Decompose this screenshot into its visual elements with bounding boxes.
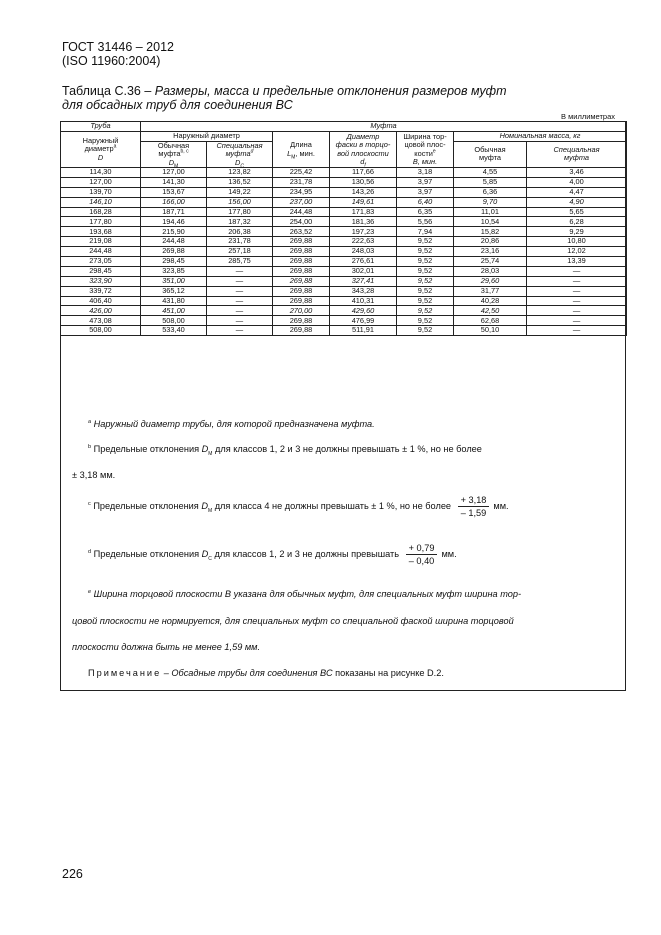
table-cell: 20,86 (454, 237, 527, 247)
table-row (61, 187, 627, 197)
note-c: $^c$ Предельные отклонения $D_M$ для класса 4 не должны превышать ± 1 %, но не более $\frac{+ 3,18}{- 1,59}$ мм. (88, 495, 509, 518)
table-cell: 269,88 (273, 326, 330, 336)
table-cell: 323,85 (141, 266, 207, 276)
table-cell: 508,00 (61, 326, 141, 336)
table-cell: 276,61 (330, 257, 397, 267)
table-cell: — (527, 266, 627, 276)
table-cell: 3,97 (397, 177, 454, 187)
table-cell: 153,67 (141, 187, 207, 197)
table-cell: 269,88 (273, 296, 330, 306)
table-cell: 4,47 (527, 187, 627, 197)
table-cell: 327,41 (330, 276, 397, 286)
iso-reference: (ISO 11960:2004) (62, 54, 161, 68)
header-pipe-diameter: Наружный диаметр$^a$ D (61, 132, 141, 168)
table-cell: 365,12 (141, 286, 207, 296)
table-cell: 11,01 (454, 207, 527, 217)
table-cell: 42,50 (454, 306, 527, 316)
table-cell: 114,30 (61, 168, 141, 178)
note-b: $^b$ Предельные отклонения $D_M$ для классов 1, 2 и 3 не должны превышать ± 1 %, но не более (88, 443, 482, 457)
table-cell: 254,00 (273, 217, 330, 227)
table-cell: 127,00 (61, 177, 141, 187)
table-cell: — (207, 266, 273, 276)
table-cell: 3,46 (527, 168, 627, 178)
table-cell: 15,82 (454, 227, 527, 237)
header-face-width: Ширина тор- цовой плос- кости$^e$ B, мин. (397, 132, 454, 168)
table-cell: 429,60 (330, 306, 397, 316)
header-special-coupling: Специальная муфта$^d$ $D_C$ (207, 141, 273, 168)
table-cell: 5,65 (527, 207, 627, 217)
table-cell: 406,40 (61, 296, 141, 306)
table-caption (62, 84, 507, 112)
table-row (61, 276, 627, 286)
table-cell: 193,68 (61, 227, 141, 237)
table-cell: 285,75 (207, 257, 273, 267)
table-cell: 6,35 (397, 207, 454, 217)
table-cell: 6,40 (397, 197, 454, 207)
note-b-continued: ± 3,18 мм. (72, 470, 116, 480)
table-cell: 5,56 (397, 217, 454, 227)
header-regular-coupling: Обычная муфта$^{b, c}$ $D_M$ (141, 141, 207, 168)
table-cell: 298,45 (61, 266, 141, 276)
table-cell: 171,83 (330, 207, 397, 217)
table-cell: 4,55 (454, 168, 527, 178)
page-number: 226 (62, 867, 83, 881)
header-outer-diameter-group: Наружный диаметр (141, 132, 273, 142)
table-cell: 10,54 (454, 217, 527, 227)
table-cell: 117,66 (330, 168, 397, 178)
table-cell: 263,52 (273, 227, 330, 237)
table-cell: — (207, 326, 273, 336)
table-cell: 181,36 (330, 217, 397, 227)
table-cell: 237,00 (273, 197, 330, 207)
table-cell: 12,02 (527, 247, 627, 257)
table-cell: 9,52 (397, 237, 454, 247)
table-cell: — (527, 296, 627, 306)
table-cell: 29,60 (454, 276, 527, 286)
table-cell: 231,78 (207, 237, 273, 247)
table-row (61, 237, 627, 247)
table-cell: 351,00 (141, 276, 207, 286)
table-cell: 187,32 (207, 217, 273, 227)
header-length: Длина $L_M$, мин. (273, 132, 330, 168)
table-cell: 149,61 (330, 197, 397, 207)
note-e: $^e$ Ширина торцовой плоскости B указана для обычных муфт, для специальных муфт ширина тор- (88, 588, 522, 599)
table-cell: — (207, 306, 273, 316)
table-cell: 168,28 (61, 207, 141, 217)
table-cell: 219,08 (61, 237, 141, 247)
remark-label: Примечание (88, 668, 162, 678)
table-cell: 302,01 (330, 266, 397, 276)
table-row (61, 197, 627, 207)
table-row (61, 247, 627, 257)
table-row (61, 168, 627, 178)
table-cell: 177,80 (61, 217, 141, 227)
table-cell: 257,18 (207, 247, 273, 257)
table-cell: 130,56 (330, 177, 397, 187)
table-cell: 50,10 (454, 326, 527, 336)
table-cell: 431,80 (141, 296, 207, 306)
table-cell: 123,82 (207, 168, 273, 178)
table-row (61, 286, 627, 296)
table-cell: 410,31 (330, 296, 397, 306)
table-cell: 187,71 (141, 207, 207, 217)
table-cell: 6,28 (527, 217, 627, 227)
table-row (61, 326, 627, 336)
table-row (61, 227, 627, 237)
table-cell: 215,90 (141, 227, 207, 237)
table-cell: — (207, 276, 273, 286)
table-cell: 7,94 (397, 227, 454, 237)
table-cell: 23,16 (454, 247, 527, 257)
header-mass-group: Номинальная масса, кг (454, 132, 627, 142)
table-cell: 10,80 (527, 237, 627, 247)
note-e-line2: цовой плоскости не нормируется, для специальных муфт со специальной фаской ширина торцовой (72, 616, 514, 626)
table-cell: 62,68 (454, 316, 527, 326)
table-cell: 31,77 (454, 286, 527, 296)
note-c-tolerance: $\frac{+ 3,18}{- 1,59}$ (458, 495, 490, 518)
note-a: $^a$ Наружный диаметр трубы, для которой предназначена муфта. (88, 418, 375, 429)
table-cell: 5,85 (454, 177, 527, 187)
table-cell: 9,52 (397, 286, 454, 296)
table-cell: 269,88 (273, 237, 330, 247)
table-row (61, 266, 627, 276)
table-cell: 225,42 (273, 168, 330, 178)
table-cell: 4,90 (527, 197, 627, 207)
table-cell: 248,03 (330, 247, 397, 257)
table-row (61, 217, 627, 227)
table-cell: 244,48 (273, 207, 330, 217)
table-cell: 231,78 (273, 177, 330, 187)
header-pipe-group: Труба (61, 122, 141, 132)
table-cell: 9,52 (397, 257, 454, 267)
table-cell: 473,08 (61, 316, 141, 326)
note-e-line3: плоскости должна быть не менее 1,59 мм. (72, 642, 261, 652)
table-cell: — (207, 316, 273, 326)
table-cell: — (527, 316, 627, 326)
table-cell: 9,29 (527, 227, 627, 237)
standard-number: ГОСТ 31446 – 2012 (62, 40, 174, 54)
table-cell: 533,40 (141, 326, 207, 336)
table-cell: — (207, 296, 273, 306)
table-row (61, 207, 627, 217)
table-cell: 9,52 (397, 326, 454, 336)
table-cell: 269,88 (273, 266, 330, 276)
table-cell: 166,00 (141, 197, 207, 207)
table-cell: 270,00 (273, 306, 330, 316)
table-cell: 234,95 (273, 187, 330, 197)
document-header (62, 40, 174, 68)
table-cell: 9,52 (397, 296, 454, 306)
table-cell: 127,00 (141, 168, 207, 178)
table-cell: 323,90 (61, 276, 141, 286)
header-mass-special: Специальная муфта (527, 141, 627, 168)
table-cell: 28,03 (454, 266, 527, 276)
table-cell: 141,30 (141, 177, 207, 187)
table-cell: 222,63 (330, 237, 397, 247)
table-row (61, 296, 627, 306)
table-cell: — (527, 286, 627, 296)
table-cell: 426,00 (61, 306, 141, 316)
table-cell: 273,05 (61, 257, 141, 267)
table-cell: 3,18 (397, 168, 454, 178)
table-cell: 197,23 (330, 227, 397, 237)
table-cell: 149,22 (207, 187, 273, 197)
table-cell: — (207, 286, 273, 296)
table-cell: 25,74 (454, 257, 527, 267)
dimensions-table (60, 121, 627, 336)
table-cell: 9,52 (397, 266, 454, 276)
table-cell: 476,99 (330, 316, 397, 326)
caption-title-line1: Размеры, масса и предельные отклонения размеров муфт (154, 84, 507, 98)
table-cell: 206,38 (207, 227, 273, 237)
table-cell: 194,46 (141, 217, 207, 227)
table-row (61, 306, 627, 316)
header-chamfer-diameter: Диаметр фаски в торцо- вой плоскости $d_f$ (330, 132, 397, 168)
table-cell: 40,28 (454, 296, 527, 306)
table-cell: 269,88 (273, 316, 330, 326)
table-cell: 511,91 (330, 326, 397, 336)
table-cell: 508,00 (141, 316, 207, 326)
table-row (61, 257, 627, 267)
table-cell: 6,36 (454, 187, 527, 197)
table-cell: 143,26 (330, 187, 397, 197)
table-cell: 269,88 (141, 247, 207, 257)
table-cell: 339,72 (61, 286, 141, 296)
table-cell: 156,00 (207, 197, 273, 207)
header-mass-regular: Обычная муфта (454, 141, 527, 168)
table-cell: 244,48 (141, 237, 207, 247)
caption-prefix: Таблица С.36 – (62, 84, 155, 98)
note-d-tolerance: $\frac{+ 0,79}{- 0,40}$ (406, 543, 438, 566)
note-remark: Примечание – Обсадные трубы для соединения ВС показаны на рисунке D.2. (88, 668, 444, 678)
table-cell: 136,52 (207, 177, 273, 187)
table-cell: 269,88 (273, 276, 330, 286)
table-cell: 244,48 (61, 247, 141, 257)
table-cell: 146,10 (61, 197, 141, 207)
table-cell: 139,70 (61, 187, 141, 197)
table-cell: 9,52 (397, 276, 454, 286)
table-cell: 3,97 (397, 187, 454, 197)
table-cell: 269,88 (273, 247, 330, 257)
table-cell: 9,52 (397, 316, 454, 326)
caption-title-line2: для обсадных труб для соединения ВС (62, 98, 293, 112)
table-cell: 269,88 (273, 257, 330, 267)
units-label: В миллиметрах (561, 112, 615, 121)
table-cell: — (527, 276, 627, 286)
table-cell: 298,45 (141, 257, 207, 267)
table-cell: 13,39 (527, 257, 627, 267)
table-row (61, 177, 627, 187)
table-cell: 269,88 (273, 286, 330, 296)
table-cell: — (527, 306, 627, 316)
table-cell: — (527, 326, 627, 336)
table-cell: 343,28 (330, 286, 397, 296)
table-cell: 451,00 (141, 306, 207, 316)
table-cell: 4,00 (527, 177, 627, 187)
table-cell: 9,52 (397, 247, 454, 257)
table-cell: 9,52 (397, 306, 454, 316)
header-coupling-group: Муфта (141, 122, 627, 132)
table-row (61, 316, 627, 326)
table-cell: 9,70 (454, 197, 527, 207)
note-d: $^d$ Предельные отклонения $D_C$ для классов 1, 2 и 3 не должны превышать $\frac{+ 0,79}{- 0,40}$ мм. (88, 543, 457, 566)
table-cell: 177,80 (207, 207, 273, 217)
